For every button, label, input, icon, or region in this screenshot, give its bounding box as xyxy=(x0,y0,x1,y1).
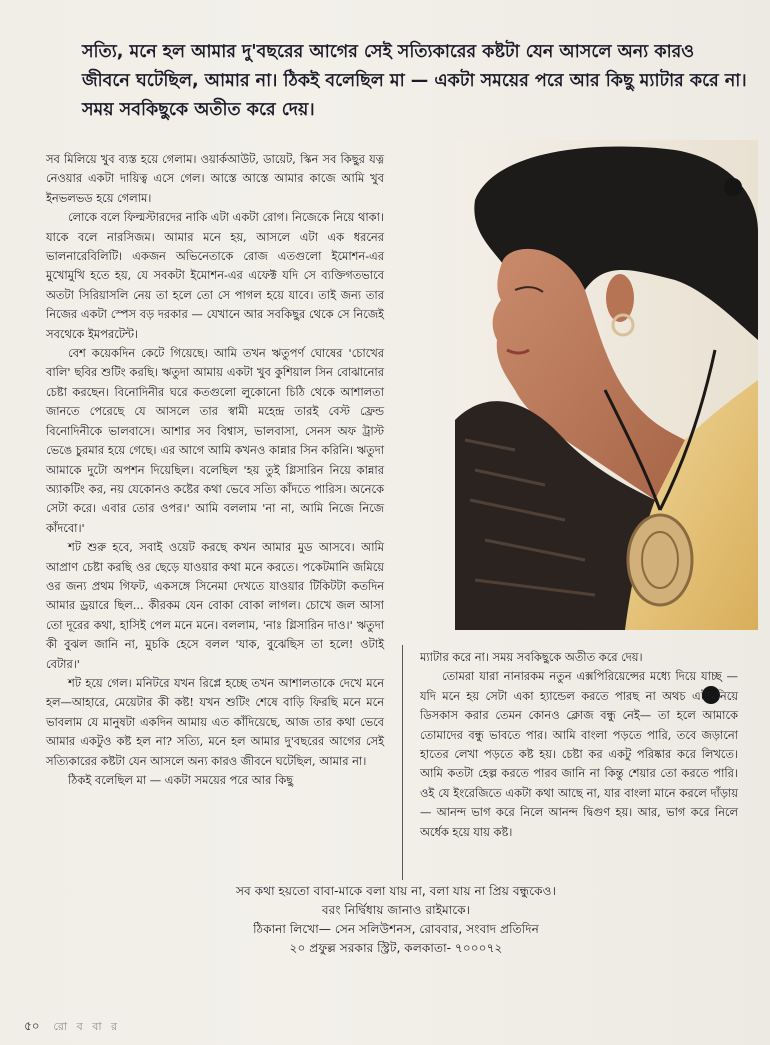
left-column xyxy=(46,150,384,790)
right-column xyxy=(420,648,738,842)
paragraph: বেশ কয়েকদিন কেটে গিয়েছে। আমি তখন ঋতুপর্ণ ঘোষের 'চোখের বালি' ছবির শুটিং করছি। ঋতুদা আমায় একটা খুব কুশিয়াল সিন বোঝানোর চেষ্টা করছেন। বিনোদিনীর ঘরে কতগুলো লুকোনো চিঠি থেকে আশালতা জানতে পেরেছে যে আসলে তার স্বামী মহেন্দ্র তারই বেস্ট ফ্রেন্ড বিনোদিনীকে ভালবাসে। আশার সব বিশ্বাস, ভালবাসা, সেনস অফ ট্রাস্ট ভেঙে চুরমার হয়ে গেছে। এর আগে আমি কখনও কান্নার সিন করিনি। ঋতুদা আমাকে দুটো অপশন দিয়েছিল। বলেছিল 'হয় তুই গ্লিসারিন নিয়ে কান্নার অ্যাকটিং কর, নয় যেকোনও কষ্টের কথা ভেবে সত্যি কাঁদতে পারিস। অনেকে সেটা করে। এবার তোর ওপর।' আমি বললাম 'না না, আমি নিজে নিজে কাঁদবো।' xyxy=(46,346,384,535)
footer-line: ২০ প্রফুল্ল সরকার স্ট্রিট, কলকাতা- ৭০০০৭২ xyxy=(289,941,503,955)
column-divider xyxy=(402,645,403,880)
footer-line: সব কথা হয়তো বাবা-মাকে বলা যায় না, বলা যায় না প্রিয় বন্ধুকেও। xyxy=(235,884,557,898)
paragraph: ঠিকই বলেছিল মা — একটা সময়ের পরে আর কিছু xyxy=(68,773,294,787)
punch-hole xyxy=(724,178,742,196)
paragraph: সব মিলিয়ে খুব ব্যস্ত হয়ে গেলাম। ওয়ার্কআউট, ডায়েট, স্কিন সব কিছুর যত্ন নেওয়ার একটা দায়িত্ব এসে গেল। আস্তে আস্তে আমার কাজে আমি খুব ইনভলভড হয়ে গেলাম। xyxy=(46,152,384,205)
portrait-photo xyxy=(455,140,758,630)
paragraph: লোকে বলে ফিল্মস্টারদের নাকি এটা একটা রোগ। নিজেকে নিয়ে থাকা। যাকে বলে নারসিজম। আমার মনে হয়, আসলে এটা এক ধরনের ভালনারেবিলিটি। একজন অভিনেতাকে রোজ এতগুলো ইমোশন-এর মুখোমুখি হতে হয়, যে সবকটা ইমোশন-এর এফেক্ট যদি সে ব্যক্তিগতভাবে অতটা সিরিয়াসলি নেয় তা হলে তো সে পাগল হয়ে যাবে। তাই জন্য তার নিজের একটা স্পেস বড় দরকার — যেখানে আর সবকিছুর থেকে সে নিজেই সবথেকে ইমপরটেন্ট। xyxy=(46,210,384,341)
page-footer xyxy=(24,1018,120,1038)
paragraph: তোমরা যারা নানারকম নতুন এক্সপিরিয়েন্সের মধ্যে দিয়ে যাচ্ছ — যদি মনে হয় সেটা একা হ্যান্ডেল করতে পারছ না অথচ এটা নিয়ে ডিসকাস করার তেমন কোনও ক্লোজ বন্ধু নেই— তা হলে আমাকে তোমাদের বন্ধু ভাবতে পার। আমি বাংলা পড়তে পারি, তবে জড়ানো হাতের লেখা পড়তে কষ্ট হয়। চেষ্টা কর একটু পরিষ্কার করে লিখতে। আমি কতটা হেল্প করতে পারব জানি না কিন্তু শেয়ার তো করতে পারি। ওই যে ইংরেজিতে একটা কথা আছে না, যার বাংলা মানে করলে দাঁড়ায় — আনন্দ ভাগ করে নিলে আনন্দ দ্বিগুণ হয়। আর, ভাগ করে নিলে অর্ধেক হয়ে যায় কষ্ট। xyxy=(420,669,738,839)
paragraph: ম্যাটার করে না। সময় সবকিছুকে অতীত করে দেয়। xyxy=(420,650,643,664)
address-box xyxy=(96,882,696,958)
page-number: ৫০ xyxy=(24,1019,40,1033)
footer-line: বরং নির্দ্বিধায় জানাও রাইমাকে। xyxy=(321,903,471,917)
paragraph: শট হয়ে গেল। মনিটরে যখন রিপ্লে হচ্ছে তখন আশালতাকে দেখে মনে হল—আহারে, মেয়েটার কী কষ্ট! যখন শুটিং শেষে বাড়ি ফিরছি মনে মনে ভাবলাম যে মানুষটা একদিন আমায় এত কাঁদিয়েছে, আজ তার কথা ভেবে আমার একটুও কষ্ট হল না? সত্যি, মনে হল আমার দু'বছরের আগের সেই সত্যিকারের কষ্টটা যেন আসলে অন্য কারও জীবনে ঘটেছিল, আমার না। xyxy=(46,675,384,768)
magazine-name: রো ব বা র xyxy=(53,1020,121,1033)
footer-line: ঠিকানা লিখো— সেন সলিউশনস, রোববার, সংবাদ প্রতিদিন xyxy=(253,922,539,936)
portrait-illustration xyxy=(455,140,758,630)
pull-quote: সত্যি, মনে হল আমার দু'বছরের আগের সেই সত্যিকারের কষ্টটা যেন আসলে অন্য কারও জীবনে ঘটেছিল, আমার না। ঠিকই বলেছিল মা — একটা সময়ের পরে আর কিছু ম্যাটার করে না। সময় সবকিছুকে অতীত করে দেয়। xyxy=(82,42,747,120)
paragraph: শট শুরু হবে, সবাই ওয়েট করছে কখন আমার মুড আসবে। আমি আপ্রাণ চেষ্টা করছি ওর ছেড়ে যাওয়ার কথা মনে করতে। পকেটমানি জমিয়ে ওর জন্য প্রথম গিফট, একসঙ্গে সিনেমা দেখতে যাওয়ার টিকিটটা কতদিন আমার ড্রয়ারে ছিল... কীরকম যেন বোকা বোকা লাগল। চোখে জল আসা তো দূরের কথা, হাসিই পেল মনে মনে। বললাম, 'নাঃ গ্লিসারিন দাও।' ঋতুদা কী বুঝল জানি না, মুচকি হেসে বলল 'যাক, বুঝেছিস তা হলে! ওটাই বেটার।' xyxy=(46,540,384,671)
